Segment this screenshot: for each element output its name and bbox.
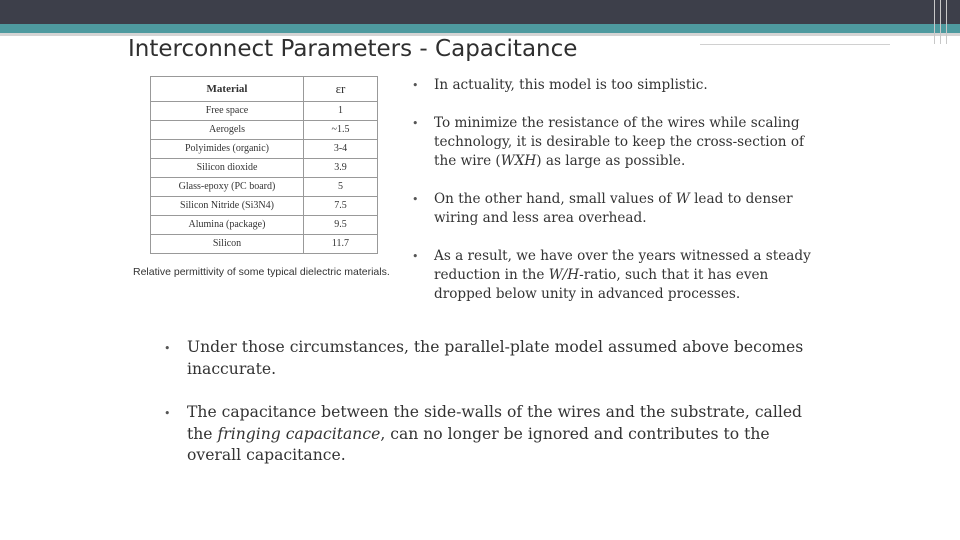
permittivity-cell: ~1.5 — [304, 121, 378, 140]
bullet-icon: • — [164, 407, 171, 420]
table-row — [151, 121, 378, 140]
decorative-line — [700, 44, 890, 45]
bullet-icon: • — [412, 117, 419, 130]
bullet-item — [164, 402, 814, 467]
material-cell: Glass-epoxy (PC board) — [151, 178, 304, 197]
bullet-icon: • — [412, 79, 419, 92]
material-cell: Polyimides (organic) — [151, 140, 304, 159]
slide-title: Interconnect Parameters - Capacitance — [128, 36, 578, 62]
bullet-text: The capacitance between the side-walls of the wires and the substrate, called the fringing capacitance, can no longer be ignored and contributes to the overall capacitance. — [187, 403, 803, 464]
bullet-text: To minimize the resistance of the wires while scaling technology, it is desirable to keep the cross-section of the wire (WXH) as large as possible. — [434, 115, 805, 169]
table-row — [151, 159, 378, 178]
material-cell: Aerogels — [151, 121, 304, 140]
decorative-line — [946, 0, 947, 44]
bullet-list-right — [412, 76, 822, 304]
permittivity-cell: 7.5 — [304, 197, 378, 216]
bullet-text: Under those circumstances, the parallel-plate model assumed above becomes inaccurate. — [187, 338, 804, 378]
permittivity-cell: 5 — [304, 178, 378, 197]
table-row — [151, 235, 378, 254]
bullet-item — [412, 114, 822, 171]
accent-stripe — [0, 24, 960, 33]
table-row — [151, 216, 378, 235]
permittivity-cell: 1 — [304, 102, 378, 121]
bullet-item — [164, 337, 814, 380]
bullet-item — [412, 76, 822, 95]
bullet-list-bottom — [164, 337, 814, 467]
permittivity-table-image — [150, 76, 378, 256]
bullet-text: In actuality, this model is too simplistic. — [434, 77, 708, 93]
material-cell: Silicon — [151, 235, 304, 254]
bullet-text: On the other hand, small values of W lead to denser wiring and less area overhead. — [434, 191, 793, 226]
permittivity-cell: 9.5 — [304, 216, 378, 235]
decorative-line — [934, 0, 935, 44]
table-caption: Relative permittivity of some typical dielectric materials. — [133, 266, 390, 278]
material-cell: Alumina (package) — [151, 216, 304, 235]
bullet-icon: • — [164, 342, 171, 355]
material-cell: Silicon dioxide — [151, 159, 304, 178]
permittivity-cell: 3-4 — [304, 140, 378, 159]
bullet-icon: • — [412, 250, 419, 263]
bullet-item — [412, 190, 822, 228]
permittivity-cell: 3.9 — [304, 159, 378, 178]
table-row — [151, 102, 378, 121]
table-header-row — [151, 77, 378, 102]
bullet-icon: • — [412, 193, 419, 206]
table-row — [151, 178, 378, 197]
column-header-permittivity: εr — [304, 77, 378, 102]
decorative-line — [940, 0, 941, 44]
bullet-text: As a result, we have over the years witnessed a steady reduction in the W/H-ratio, such that it has even dropped below unity in advanced processes. — [434, 248, 811, 302]
top-bar — [0, 0, 960, 24]
permittivity-cell: 11.7 — [304, 235, 378, 254]
permittivity-table — [150, 76, 378, 254]
material-cell: Free space — [151, 102, 304, 121]
material-cell: Silicon Nitride (Si3N4) — [151, 197, 304, 216]
bullet-item — [412, 247, 822, 304]
table-row — [151, 197, 378, 216]
table-row — [151, 140, 378, 159]
column-header-material: Material — [151, 77, 304, 102]
